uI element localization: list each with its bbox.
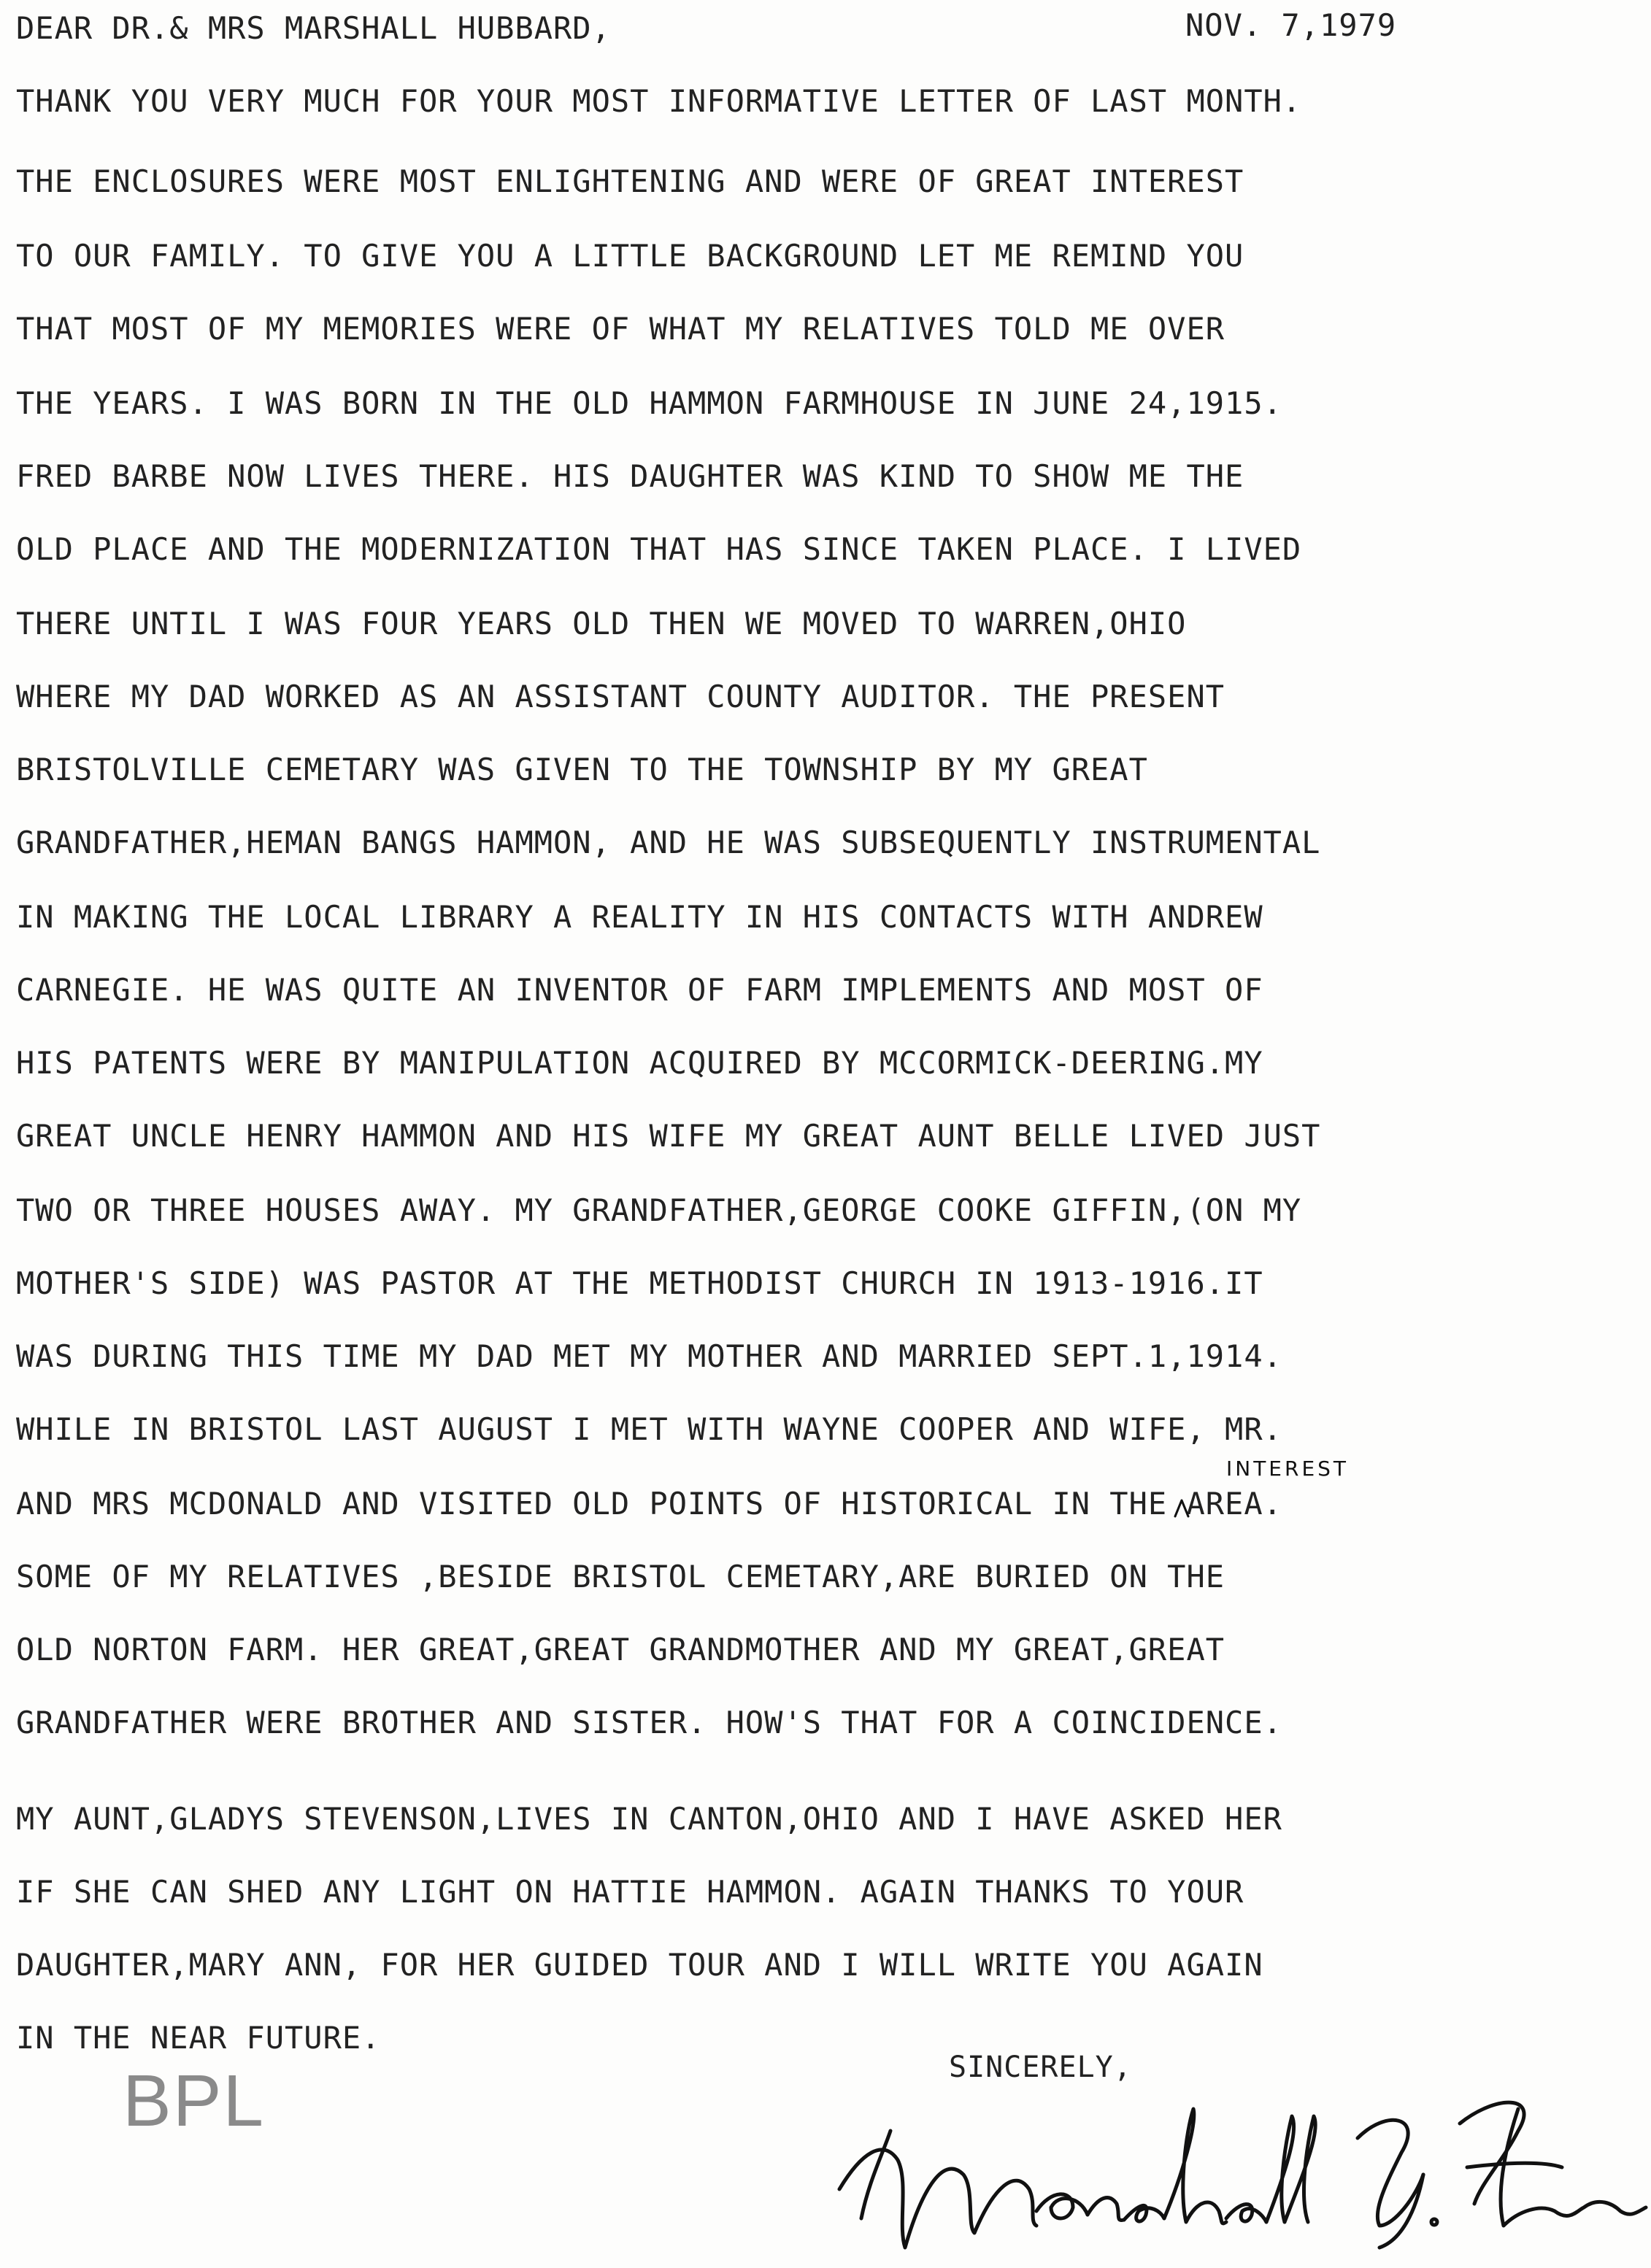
body-line: BRISTOLVILLE CEMETARY WAS GIVEN TO THE TOWNSHIP BY MY GREAT	[16, 752, 1148, 787]
body-line: THE ENCLOSURES WERE MOST ENLIGHTENING AND WERE OF GREAT INTEREST	[16, 163, 1244, 199]
body-line: GRANDFATHER WERE BROTHER AND SISTER. HOW'S THAT FOR A COINCIDENCE.	[16, 1705, 1282, 1740]
body-line: FRED BARBE NOW LIVES THERE. HIS DAUGHTER WAS KIND TO SHOW ME THE	[16, 458, 1244, 494]
body-line: OLD PLACE AND THE MODERNIZATION THAT HAS SINCE TAKEN PLACE. I LIVED	[16, 531, 1302, 567]
handwritten-signature	[817, 2065, 1651, 2262]
body-line: TWO OR THREE HOUSES AWAY. MY GRANDFATHER,GEORGE COOKE GIFFIN,(ON MY	[16, 1192, 1302, 1228]
salutation: DEAR DR.& MRS MARSHALL HUBBARD,	[16, 10, 611, 46]
body-line: SOME OF MY RELATIVES ,BESIDE BRISTOL CEMETARY,ARE BURIED ON THE	[16, 1559, 1225, 1594]
body-line: MOTHER'S SIDE) WAS PASTOR AT THE METHODIST CHURCH IN 1913-1916.IT	[16, 1265, 1263, 1301]
body-line: GREAT UNCLE HENRY HAMMON AND HIS WIFE MY GREAT AUNT BELLE LIVED JUST	[16, 1118, 1321, 1154]
body-line: WHERE MY DAD WORKED AS AN ASSISTANT COUNTY AUDITOR. THE PRESENT	[16, 679, 1225, 714]
body-line: AND MRS MCDONALD AND VISITED OLD POINTS OF HISTORICAL IN THE AREA.	[16, 1486, 1282, 1521]
closing: SINCERELY,	[949, 2051, 1132, 2084]
insertion-caret-icon	[1174, 1497, 1190, 1518]
body-line: IN THE NEAR FUTURE.	[16, 2020, 381, 2056]
body-line: THE YEARS. I WAS BORN IN THE OLD HAMMON FARMHOUSE IN JUNE 24,1915.	[16, 385, 1282, 421]
body-line: TO OUR FAMILY. TO GIVE YOU A LITTLE BACKGROUND LET ME REMIND YOU	[16, 238, 1244, 274]
body-line: WAS DURING THIS TIME MY DAD MET MY MOTHER AND MARRIED SEPT.1,1914.	[16, 1338, 1282, 1374]
body-line: WHILE IN BRISTOL LAST AUGUST I MET WITH WAYNE COOPER AND WIFE, MR.	[16, 1411, 1282, 1447]
body-line: THANK YOU VERY MUCH FOR YOUR MOST INFORMATIVE LETTER OF LAST MONTH.	[16, 83, 1302, 119]
watermark-logo: BPL	[123, 2060, 266, 2142]
body-line: HIS PATENTS WERE BY MANIPULATION ACQUIRED BY MCCORMICK-DEERING.MY	[16, 1045, 1263, 1081]
letter-date: NOV. 7,1979	[1185, 7, 1397, 43]
body-line: THAT MOST OF MY MEMORIES WERE OF WHAT MY RELATIVES TOLD ME OVER	[16, 311, 1225, 347]
handwritten-insertion: INTEREST	[1226, 1457, 1350, 1481]
body-line: MY AUNT,GLADYS STEVENSON,LIVES IN CANTON,OHIO AND I HAVE ASKED HER	[16, 1801, 1282, 1837]
body-line: IF SHE CAN SHED ANY LIGHT ON HATTIE HAMMON. AGAIN THANKS TO YOUR	[16, 1874, 1244, 1910]
body-line: IN MAKING THE LOCAL LIBRARY A REALITY IN HIS CONTACTS WITH ANDREW	[16, 899, 1263, 935]
body-line: GRANDFATHER,HEMAN BANGS HAMMON, AND HE WAS SUBSEQUENTLY INSTRUMENTAL	[16, 825, 1321, 860]
body-line: OLD NORTON FARM. HER GREAT,GREAT GRANDMOTHER AND MY GREAT,GREAT	[16, 1632, 1225, 1667]
body-line: CARNEGIE. HE WAS QUITE AN INVENTOR OF FARM IMPLEMENTS AND MOST OF	[16, 972, 1263, 1008]
body-line: DAUGHTER,MARY ANN, FOR HER GUIDED TOUR AND I WILL WRITE YOU AGAIN	[16, 1947, 1263, 1983]
body-line: THERE UNTIL I WAS FOUR YEARS OLD THEN WE MOVED TO WARREN,OHIO	[16, 606, 1187, 641]
